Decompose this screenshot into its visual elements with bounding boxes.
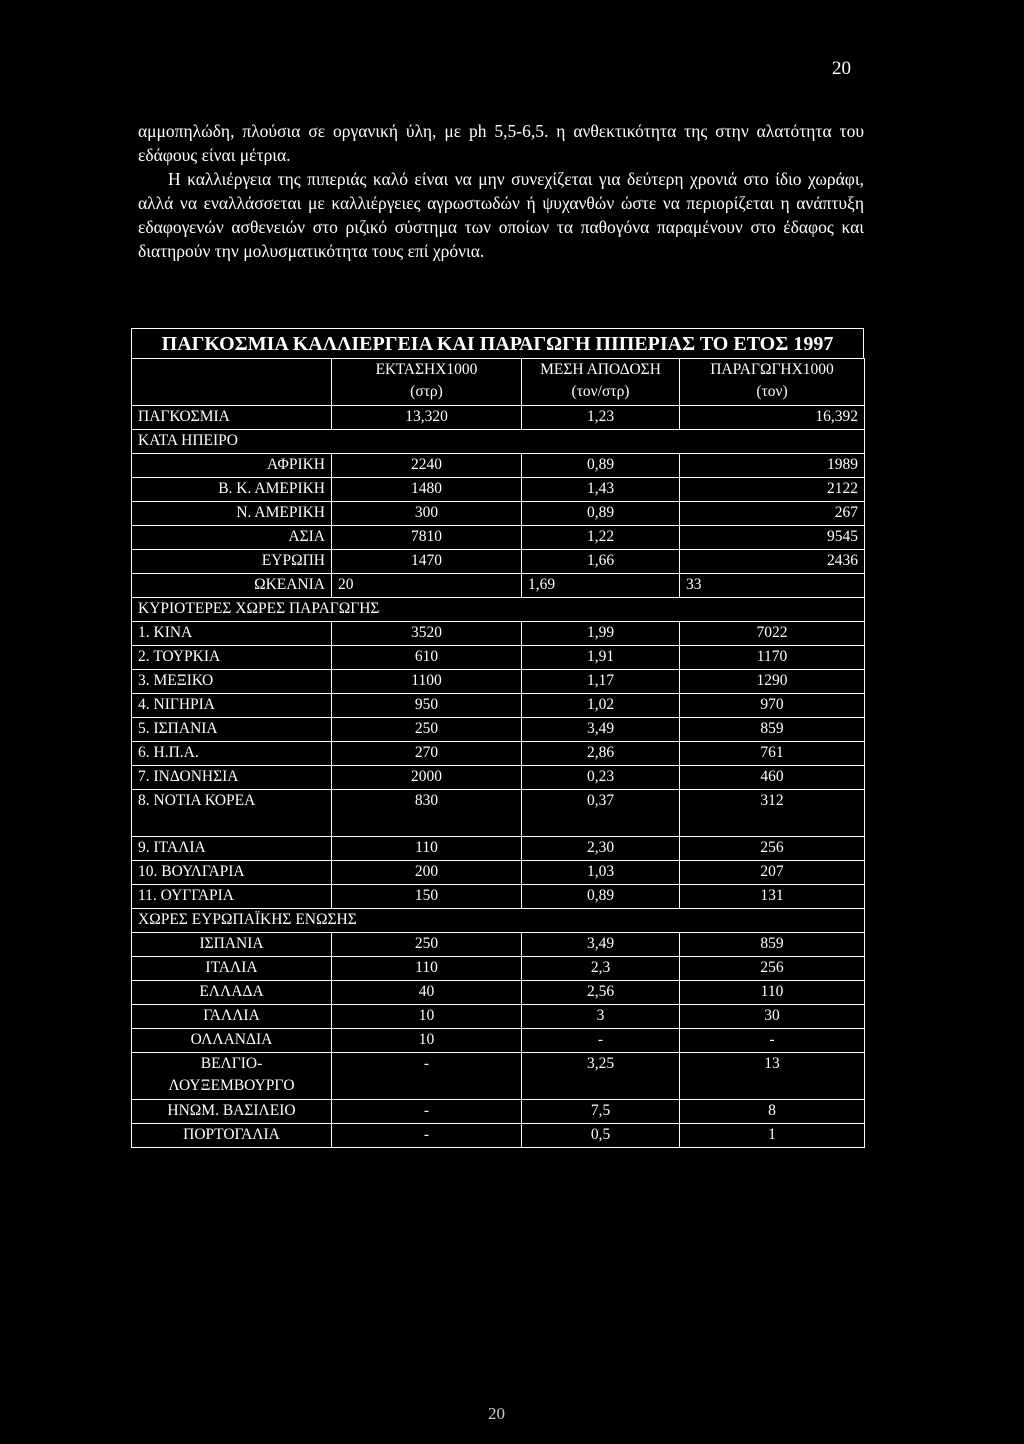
yield-cell: 0,23 (522, 766, 680, 790)
area-cell: 300 (332, 502, 522, 526)
area-cell: - (332, 1100, 522, 1124)
area-cell: 250 (332, 933, 522, 957)
table-row (132, 837, 865, 861)
section-row (132, 598, 865, 622)
area-cell: 1100 (332, 670, 522, 694)
area-cell: 10 (332, 1005, 522, 1029)
row-label: 11. ΟΥΓΓΑΡΙΑ (132, 885, 332, 909)
row-label: ΕΥΡΩΠΗ (132, 550, 332, 574)
row-label: ΠΑΓΚΟΣΜΙΑ (132, 406, 332, 430)
area-cell: 110 (332, 837, 522, 861)
yield-cell: 1,91 (522, 646, 680, 670)
table-row (132, 981, 865, 1005)
table-row (132, 1005, 865, 1029)
area-cell: 270 (332, 742, 522, 766)
production-cell: 2122 (680, 478, 865, 502)
row-label: ΓΑΛΛΙΑ (132, 1005, 332, 1029)
table-row (132, 622, 865, 646)
yield-cell: 2,56 (522, 981, 680, 1005)
section-heading: ΧΩΡΕΣ ΕΥΡΩΠΑΪΚΗΣ ΕΝΩΣΗΣ (132, 909, 865, 933)
yield-cell: 0,89 (522, 885, 680, 909)
row-label: 3. ΜΕΞΙΚΟ (132, 670, 332, 694)
area-cell: 2240 (332, 454, 522, 478)
area-cell: - (332, 1124, 522, 1148)
area-cell: 3520 (332, 622, 522, 646)
production-cell: 460 (680, 766, 865, 790)
row-label: 4. ΝΙΓΗΡΙΑ (132, 694, 332, 718)
row-label: Β. Κ. ΑΜΕΡΙΚΗ (132, 478, 332, 502)
area-cell: 13,320 (332, 406, 522, 430)
production-cell: 9545 (680, 526, 865, 550)
yield-cell: 0,5 (522, 1124, 680, 1148)
production-cell: 7022 (680, 622, 865, 646)
section-row (132, 909, 865, 933)
table-row (132, 478, 865, 502)
yield-cell: 1,66 (522, 550, 680, 574)
header-production-unit: (τον) (756, 383, 788, 400)
table-row (132, 742, 865, 766)
area-cell: 110 (332, 957, 522, 981)
table-row (132, 502, 865, 526)
table-row (132, 885, 865, 909)
yield-cell: 2,3 (522, 957, 680, 981)
yield-cell: 1,02 (522, 694, 680, 718)
production-cell: 33 (680, 574, 865, 598)
yield-cell: 3,49 (522, 718, 680, 742)
yield-cell: 1,23 (522, 406, 680, 430)
production-cell: 1290 (680, 670, 865, 694)
table-row (132, 550, 865, 574)
table-row (132, 933, 865, 957)
production-cell: 267 (680, 502, 865, 526)
row-label: ΕΛΛΑΔΑ (132, 981, 332, 1005)
production-cell: 2436 (680, 550, 865, 574)
header-area (332, 359, 522, 406)
row-label: ΩΚΕΑΝΙΑ (132, 574, 332, 598)
header-yield-label: ΜΕΣΗ ΑΠΟΔΟΣΗ (540, 361, 661, 378)
table-row (132, 670, 865, 694)
table-row (132, 646, 865, 670)
row-label: ΒΕΛΓΙΟ-ΛΟΥΞΕΜΒΟΥΡΓΟ (132, 1053, 332, 1100)
table-row (132, 718, 865, 742)
table-row (132, 1053, 865, 1100)
row-label: ΟΛΛΑΝΔΙΑ (132, 1029, 332, 1053)
table-row (132, 1124, 865, 1148)
table-row (132, 406, 865, 430)
table-row (132, 861, 865, 885)
header-yield-unit: (τον/στρ) (571, 383, 630, 400)
area-cell: 830 (332, 790, 522, 837)
production-cell: 761 (680, 742, 865, 766)
production-cell: 110 (680, 981, 865, 1005)
area-cell: 950 (332, 694, 522, 718)
production-cell: 256 (680, 837, 865, 861)
table-header-row (132, 359, 865, 406)
row-label: 5. ΙΣΠΑΝΙΑ (132, 718, 332, 742)
production-cell: 1989 (680, 454, 865, 478)
production-cell: - (680, 1029, 865, 1053)
header-yield (522, 359, 680, 406)
table-row (132, 790, 865, 837)
area-cell: 1470 (332, 550, 522, 574)
yield-cell: 1,69 (522, 574, 680, 598)
yield-cell: 1,99 (522, 622, 680, 646)
row-label: 7. ΙΝΔΟΝΗΣΙΑ (132, 766, 332, 790)
yield-cell: 0,89 (522, 502, 680, 526)
row-label: ΙΤΑΛΙΑ (132, 957, 332, 981)
yield-cell: 1,03 (522, 861, 680, 885)
production-cell: 312 (680, 790, 865, 837)
row-label: ΠΟΡΤΟΓΑΛΙΑ (132, 1124, 332, 1148)
table-row (132, 957, 865, 981)
row-label: 9. ΙΤΑΛΙΑ (132, 837, 332, 861)
yield-cell: 1,43 (522, 478, 680, 502)
row-label: ΙΣΠΑΝΙΑ (132, 933, 332, 957)
area-cell: 200 (332, 861, 522, 885)
area-cell: - (332, 1053, 522, 1100)
yield-cell: - (522, 1029, 680, 1053)
yield-cell: 3,49 (522, 933, 680, 957)
footer-page-number: 20 (488, 1404, 505, 1423)
row-label: Ν. ΑΜΕΡΙΚΗ (132, 502, 332, 526)
area-cell: 250 (332, 718, 522, 742)
yield-cell: 3,25 (522, 1053, 680, 1100)
table-row (132, 1029, 865, 1053)
row-label: ΑΦΡΙΚΗ (132, 454, 332, 478)
header-area-unit: (στρ) (410, 383, 443, 400)
yield-cell: 7,5 (522, 1100, 680, 1124)
table-title: ΠΑΓΚΟΣΜΙΑ ΚΑΛΛΙΕΡΓΕΙΑ ΚΑΙ ΠΑΡΑΓΩΓΗ ΠΙΠΕΡΙΑΣ ΤΟ ΕΤΟΣ 1997 (131, 328, 864, 358)
area-cell: 610 (332, 646, 522, 670)
intro-paragraph-2: Η καλλιέργεια της πιπεριάς καλό είναι να μην συνεχίζεται για δεύτερη χρονιά στο ίδιο χωράφι, αλλά να εναλλάσσεται με καλλιέργειες αγρωστωδών ή ψυχανθών ώστε να περιορίζεται η ανάπτυξη εδαφογενών ασθενειών στο ριζικό σύστημα των οποίων τα παθογόνα παραμένουν στο έδαφος και διατηρούν την μολυσματικότητα τους επί χρόνια. (138, 169, 864, 261)
area-cell: 2000 (332, 766, 522, 790)
header-production-label: ΠΑΡΑΓΩΓΗΧ1000 (710, 361, 834, 378)
production-cell: 13 (680, 1053, 865, 1100)
yield-cell: 0,37 (522, 790, 680, 837)
table-row (132, 454, 865, 478)
production-cell: 207 (680, 861, 865, 885)
row-label: 10. ΒΟΥΛΓΑΡΙΑ (132, 861, 332, 885)
row-label: 6. Η.Π.Α. (132, 742, 332, 766)
yield-cell: 1,17 (522, 670, 680, 694)
area-cell: 40 (332, 981, 522, 1005)
area-cell: 20 (332, 574, 522, 598)
table-row (132, 766, 865, 790)
yield-cell: 2,86 (522, 742, 680, 766)
table-row (132, 694, 865, 718)
production-cell: 1 (680, 1124, 865, 1148)
section-heading: ΚΥΡΙΟΤΕΡΕΣ ΧΩΡΕΣ ΠΑΡΑΓΩΓΗΣ (132, 598, 865, 622)
area-cell: 10 (332, 1029, 522, 1053)
header-production (680, 359, 865, 406)
area-cell: 7810 (332, 526, 522, 550)
production-cell: 859 (680, 933, 865, 957)
production-cell: 256 (680, 957, 865, 981)
yield-cell: 2,30 (522, 837, 680, 861)
pepper-production-table (131, 328, 864, 1148)
header-area-label: ΕΚΤΑΣΗΧ1000 (375, 361, 478, 378)
area-cell: 150 (332, 885, 522, 909)
production-cell: 859 (680, 718, 865, 742)
row-label: ΑΣΙΑ (132, 526, 332, 550)
area-cell: 1480 (332, 478, 522, 502)
intro-paragraph-1: αμμοπηλώδη, πλούσια σε οργανική ύλη, με ph 5,5-6,5. η ανθεκτικότητα της στην αλατότητα του εδάφους είναι μέτρια. (138, 121, 864, 165)
section-heading: ΚΑΤΑ ΗΠΕΙΡΟ (132, 430, 865, 454)
row-label: 1. ΚΙΝΑ (132, 622, 332, 646)
row-label: ΗΝΩΜ. ΒΑΣΙΛΕΙΟ (132, 1100, 332, 1124)
production-cell: 131 (680, 885, 865, 909)
production-cell: 30 (680, 1005, 865, 1029)
production-cell: 970 (680, 694, 865, 718)
yield-cell: 0,89 (522, 454, 680, 478)
production-cell: 16,392 (680, 406, 865, 430)
row-label: 8. ΝΟΤΙΑ ΚΟΡΕΑ (132, 790, 332, 837)
production-cell: 1170 (680, 646, 865, 670)
table-row (132, 526, 865, 550)
production-cell: 8 (680, 1100, 865, 1124)
header-empty-cell (132, 359, 332, 406)
table-row (132, 574, 865, 598)
yield-cell: 3 (522, 1005, 680, 1029)
section-row (132, 430, 865, 454)
table-row (132, 1100, 865, 1124)
page-number: 20 (832, 58, 851, 79)
yield-cell: 1,22 (522, 526, 680, 550)
row-label: 2. ΤΟΥΡΚΙΑ (132, 646, 332, 670)
intro-text (138, 119, 864, 263)
